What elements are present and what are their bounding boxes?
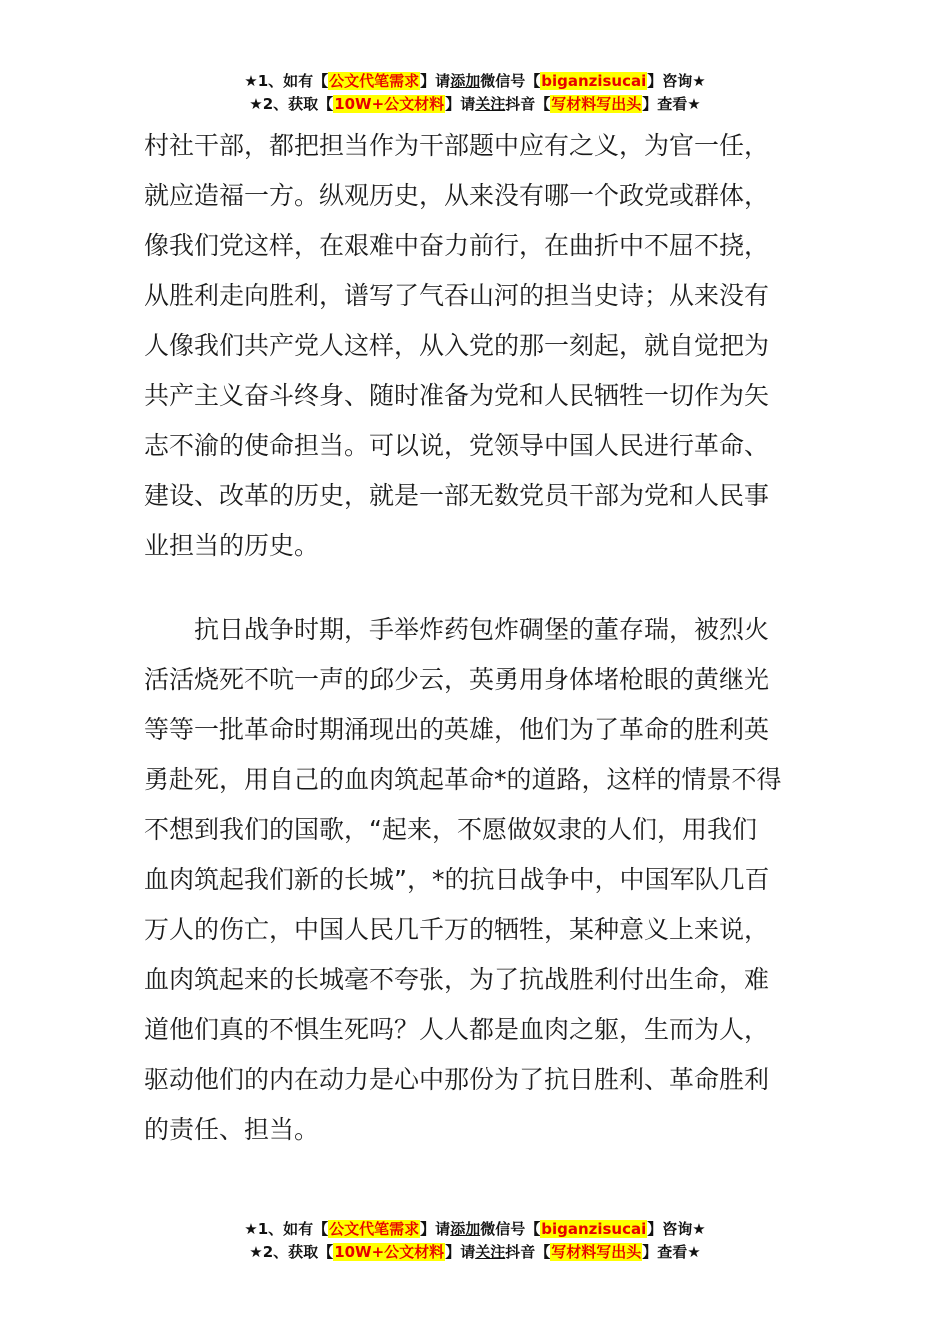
paragraph-spacer [144, 571, 824, 605]
banner-text: 】查看★ [642, 1243, 701, 1261]
header-banner [0, 70, 950, 116]
banner-text: ★1、如有【 [244, 1220, 329, 1238]
text-line: 等等一批革命时期涌现出的英雄，他们为了革命的胜利英 [144, 715, 770, 744]
highlight-douyin-id: 写材料写出头 [551, 1243, 642, 1261]
text-line: 血肉筑起我们新的长城”，*的抗日战争中，中国军队几百 [144, 865, 770, 894]
text-line: 驱动他们的内在动力是心中那份为了抗日胜利、革命胜利 [144, 1065, 770, 1094]
text-line: 不想到我们的国歌，“起来，不愿做奴隶的人们，用我们 [144, 815, 757, 844]
banner-line-2 [0, 93, 950, 116]
banner-text: 抖音【 [505, 95, 551, 113]
text-line: 万人的伤亡，中国人民几千万的牺牲，某种意义上来说， [144, 915, 770, 944]
text-line: 的责任、担当。 [144, 1115, 320, 1144]
text-line: 村社干部，都把担当作为干部题中应有之义，为官一任， [144, 131, 770, 160]
text-line: 活活烧死不吭一声的邱少云，英勇用身体堵枪眼的黄继光 [144, 665, 770, 694]
banner-line-1 [0, 70, 950, 93]
text-line: 志不渝的使命担当。可以说，党领导中国人民进行革命、 [144, 431, 770, 460]
text-line: 就应造福一方。纵观历史，从来没有哪一个政党或群体， [144, 181, 770, 210]
document-body [144, 121, 824, 1155]
banner-text: 】请 [420, 72, 451, 90]
text-line: 从胜利走向胜利，谱写了气吞山河的担当史诗；从来没有 [144, 281, 770, 310]
highlight-materials: 10W+公文材料 [334, 95, 445, 113]
text-line: 抗日战争时期，手举炸药包炸碉堡的董存瑞，被烈火 [144, 615, 770, 644]
banner-text: ★2、获取【 [249, 95, 334, 113]
highlight-service: 公文代笔需求 [329, 72, 420, 90]
banner-text: 】请 [420, 1220, 451, 1238]
paragraph-1 [144, 121, 824, 571]
banner-text: 微信号【 [480, 72, 541, 90]
highlight-wechat-id: biganzisucai [541, 1220, 647, 1238]
highlight-service: 公文代笔需求 [329, 1220, 420, 1238]
text-line: 共产主义奋斗终身、随时准备为党和人民牺牲一切作为矢 [144, 381, 770, 410]
banner-text: 】请 [445, 95, 476, 113]
text-line: 血肉筑起来的长城毫不夸张，为了抗战胜利付出生命，难 [144, 965, 770, 994]
banner-line-1 [0, 1218, 950, 1241]
text-line: 建设、改革的历史，就是一部无数党员干部为党和人民事 [144, 481, 770, 510]
underlined-word: 添加 [450, 72, 481, 90]
highlight-materials: 10W+公文材料 [334, 1243, 445, 1261]
highlight-douyin-id: 写材料写出头 [551, 95, 642, 113]
banner-text: 】咨询★ [647, 1220, 706, 1238]
banner-text: 】咨询★ [647, 72, 706, 90]
banner-text: 】请 [445, 1243, 476, 1261]
underlined-word: 关注 [475, 95, 506, 113]
highlight-wechat-id: biganzisucai [541, 72, 647, 90]
text-line: 业担当的历史。 [144, 531, 320, 560]
paragraph-2 [144, 605, 824, 1155]
banner-text: 抖音【 [505, 1243, 551, 1261]
text-line: 人像我们共产党人这样，从入党的那一刻起，就自觉把为 [144, 331, 770, 360]
text-line: 像我们党这样，在艰难中奋力前行，在曲折中不屈不挠， [144, 231, 770, 260]
footer-banner [0, 1218, 950, 1264]
banner-line-2 [0, 1241, 950, 1264]
banner-text: 】查看★ [642, 95, 701, 113]
text-line: 勇赴死，用自己的血肉筑起革命*的道路，这样的情景不得 [144, 765, 782, 794]
banner-text: ★2、获取【 [249, 1243, 334, 1261]
underlined-word: 关注 [475, 1243, 506, 1261]
banner-text: 微信号【 [480, 1220, 541, 1238]
text-line: 道他们真的不惧生死吗？人人都是血肉之躯，生而为人， [144, 1015, 770, 1044]
underlined-word: 添加 [450, 1220, 481, 1238]
banner-text: ★1、如有【 [244, 72, 329, 90]
